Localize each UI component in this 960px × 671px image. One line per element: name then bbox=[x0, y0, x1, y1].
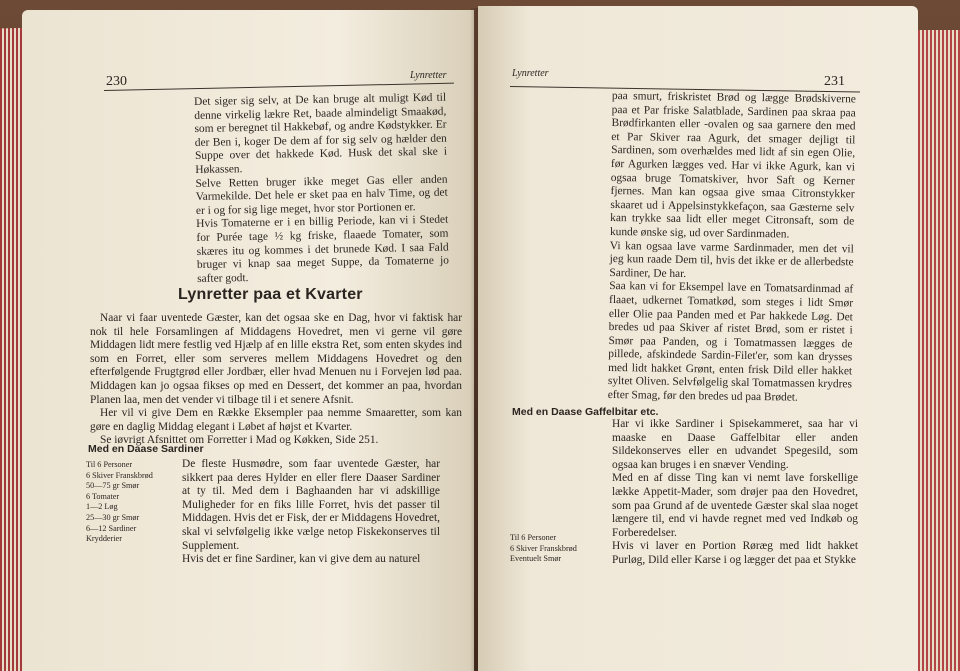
left-header-rule bbox=[104, 83, 454, 91]
ingredient-list bbox=[86, 460, 153, 545]
ingredient-item: 6 Skiver Franskbrød bbox=[86, 470, 153, 480]
paragraph: Hvis Tomaterne er i en billig Periode, kan vi i Stedet for Purée tage ½ kg friske, flaaede Tomater, som skæres itu og kommes i det brunede Kød. I saa Fald bruger vi knap saa meget Suppe, da Tomaterne jo safter godt. bbox=[196, 213, 450, 285]
left-section-text bbox=[90, 312, 462, 448]
ingredient-item: Eventuelt Smør bbox=[510, 554, 562, 564]
paragraph: De fleste Husmødre, som faar uventede Gæster, har sikkert paa deres Hylder en eller flere Daaser Sardiner at ty til. Med dem i Baghaanden har vi adskillige Muligheder for en fiks lille Forret, hvis det passer til Middagen. Hvis det er Fisk, der er Middagens Hovedret, skal vi selvfølgelig ikke vælge netop Fiskekonserves til Supplement. bbox=[182, 458, 440, 552]
left-page-number: 230 bbox=[106, 74, 127, 89]
ingredient-item: Til 6 Personer bbox=[510, 533, 557, 542]
left-running-title: Lynretter bbox=[410, 70, 447, 81]
ingredient-list bbox=[510, 533, 577, 565]
paragraph: Selve Retten bruger ikke meget Gas eller anden Varmekilde. Det hele er sket paa en halv Time, og det er i og for sig lige meget, hvor stor Portionen er. bbox=[195, 173, 448, 217]
paragraph: Se iøvrigt Afsnittet om Forretter i Mad og Køkken, Side 251. bbox=[100, 434, 379, 447]
right-page bbox=[478, 6, 918, 671]
ingredient-item: Til 6 Personer bbox=[86, 460, 133, 469]
ingredient-item: 6 Tomater bbox=[86, 491, 120, 501]
paragraph: Her vil vi give Dem en Række Eksempler paa nemme Smaaretter, som kan gøre en daglig Middag elegant i Løbet af højst et Kvarter. bbox=[90, 407, 462, 433]
ingredient-item: 6 Skiver Franskbrød bbox=[510, 543, 577, 553]
paragraph: paa smurt, friskristet Brød og lægge Brødskiverne paa et Par friske Salatblade, Sardinen paa skraa paa Brødfirkanten eller -ovalen og saa garnere den med et Par Skiver raa Agurk, det smager dejligt til Sardinen, som overhældes med lidt af sin egen Olie, før Agurken lægges ved. Har vi ikke Agurk, kan vi ogsaa bruge Tomatskiver, hvor Saft og Kerner fjernes. Man kan ogsaa give smaa Citronstykker skaaret ud i Appelsinstykkefaçon, saa Gæsterne selv kan trykke saa lidt eller meget Citronsaft, som de kunde ønske sig, ud over Sardinmaden. bbox=[609, 90, 856, 241]
ingredient-item: 50—75 gr Smør bbox=[86, 481, 140, 491]
ingredient-item: 25—30 gr Smør bbox=[86, 512, 140, 522]
paragraph: Hvis det er fine Sardiner, kan vi give dem au naturel bbox=[182, 553, 421, 566]
paragraph: Har vi ikke Sardiner i Spisekammeret, saa har vi maaske en Daase Gaffelbitar eller anden Sildekonserves eller en udvandet Spegesild, som ogsaa kan bruges i en snæver Vending. bbox=[612, 418, 858, 471]
paragraph: Det siger sig selv, at De kan bruge alt muligt Kød til denne virkelig lækre Ret, baade almindeligt Smaakød, som er beregnet til Hakkebøf, og andre Kødstykker. Er der Ben i, koger De dem af for sig selv og hælder den Suppe over det hakkede Kød. Husk det skal ske i Høkassen. bbox=[194, 91, 448, 176]
right-running-title: Lynretter bbox=[512, 68, 549, 79]
ingredient-item: Krydderier bbox=[86, 534, 122, 544]
left-page bbox=[22, 10, 474, 671]
recipe-heading: Med en Daase Gaffelbitar etc. bbox=[512, 406, 659, 418]
paragraph: Med en af disse Ting kan vi nemt lave forskellige lække Appetit-Mader, som drøjer paa den Hovedret, som paa Grund af de uventede Gæster skal slaa noget længere til, end vi havde regnet med ved Indkøb og Forberedelser. bbox=[612, 472, 858, 539]
ingredient-item: 1—2 Løg bbox=[86, 502, 118, 512]
right-top-text bbox=[608, 90, 856, 406]
left-top-text bbox=[194, 92, 449, 287]
right-recipe-text bbox=[612, 418, 858, 568]
paragraph: Hvis vi laver en Portion Røræg med lidt hakket Purløg, Dild eller Karse i og lægger det paa et Stykke bbox=[612, 540, 858, 566]
paragraph: Naar vi faar uventede Gæster, kan det ogsaa ske en Dag, hvor vi faktisk har nok til hele Forsamlingen af Middagens Hovedret, men vi gerne vil gøre Middagen lidt mere festlig ved Hjælp af en lille ekstra Ret, som enten skydes ind som en Forret, eller som serveres mellem Middagens Hovedret og den efterfølgende Frugtgrød eller Jordbær, eller hvad Menuen nu i Forvejen lød paa. Middagen kan jo ogsaa fikses op med en Dessert, det kommer an paa, hvordan Planen laa, men det vender vi tilbage til i et senere Afsnit. bbox=[90, 312, 462, 406]
left-recipe-text bbox=[182, 458, 440, 567]
section-heading: Lynretter paa et Kvarter bbox=[178, 286, 363, 303]
right-page-number: 231 bbox=[824, 74, 845, 89]
ingredient-item: 6—12 Sardiner bbox=[86, 523, 137, 533]
recipe-heading: Med en Daase Sardiner bbox=[88, 443, 204, 455]
paragraph: Vi kan ogsaa lave varme Sardinmader, men det vil jeg kun raade Dem til, hvis det ikke er de allerbedste Sardiner, De har. bbox=[609, 239, 854, 280]
paragraph: Saa kan vi for Eksempel lave en Tomatsardinmad af flaaet, udkernet Tomatkød, som steges i lidt Smør eller Olie paa Panden med et Par hakkede Løg. Det bredes ud paa Skiver af ristet Brød, som er ristet i Smør paa Panden, og i Tomatmassen lægges de pillede, afskindede Sardin-Filet'er, som kan drysses med lidt hakket Grønt, enten frisk Dild eller hakket syltet Oliven. Selvfølgelig skal Tomatmassen krydres efter Smag, før den bredes ud paa Brødet. bbox=[607, 280, 854, 404]
book-page-edges-right bbox=[912, 30, 960, 671]
